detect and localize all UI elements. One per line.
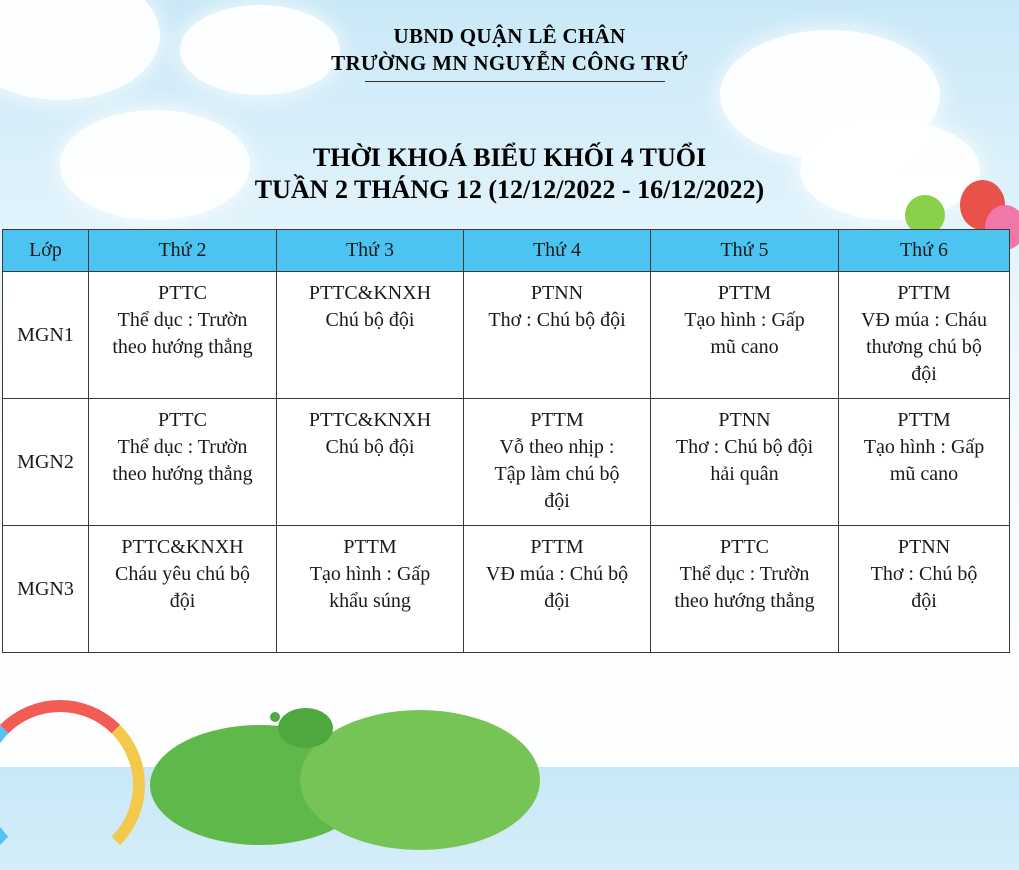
hill-green-center [300, 710, 540, 850]
activity-cell [651, 399, 839, 526]
activity-domain: PTTC [158, 409, 207, 431]
activity-cell [277, 526, 464, 653]
activity-domain: PTTC&KNXH [308, 409, 432, 431]
activity-domain: PTTM [897, 282, 951, 304]
activity-cell [464, 272, 651, 399]
class-name-cell: MGN2 [3, 399, 89, 526]
activity-line: Thể dục : Trườn [679, 563, 810, 585]
cloud-top-left [0, 0, 160, 100]
school-name: TRƯỜNG MN NGUYỄN CÔNG TRỨ [331, 51, 688, 75]
tree-icon [278, 708, 333, 748]
activity-line: theo hướng thẳng [112, 336, 253, 358]
activity-line: Thơ : Chú bộ đội [675, 436, 814, 458]
activity-line: theo hướng thẳng [674, 590, 815, 612]
activity-cell [277, 272, 464, 399]
activity-line: VĐ múa : Cháu [860, 309, 988, 331]
activity-line: thương chú bộ [866, 336, 982, 358]
table-row [3, 526, 1010, 653]
activity-line: Tập làm chú bộ [494, 463, 620, 485]
activity-line: đội [544, 490, 570, 512]
column-header-day: Thứ 5 [651, 230, 839, 272]
activity-domain: PTTC [720, 536, 769, 558]
activity-line: Thể dục : Trườn [117, 436, 248, 458]
timetable-header-row [3, 230, 1010, 272]
activity-cell [839, 399, 1010, 526]
cloud-top-center [180, 5, 340, 95]
activity-cell [464, 399, 651, 526]
activity-cell [651, 272, 839, 399]
activity-line: Thơ : Chú bộ đội [488, 309, 626, 331]
activity-domain: PTTM [717, 282, 772, 304]
activity-line: Chú bộ đội [325, 436, 415, 458]
column-header-day: Thứ 2 [89, 230, 277, 272]
column-header-day: Thứ 3 [277, 230, 464, 272]
activity-line: đội [911, 590, 937, 612]
activity-line: Thơ : Chú bộ [870, 563, 978, 585]
activity-cell [89, 272, 277, 399]
district-name: UBND QUẬN LÊ CHÂN [393, 24, 626, 48]
activity-domain: PTTM [530, 409, 584, 431]
activity-line: Vỗ theo nhịp : [499, 436, 615, 458]
activity-cell [839, 526, 1010, 653]
activity-domain: PTNN [530, 282, 584, 304]
activity-domain: PTNN [718, 409, 771, 431]
table-row [3, 272, 1010, 399]
activity-line: mũ cano [889, 463, 959, 485]
activity-domain: PTTM [897, 409, 951, 431]
timetable [2, 229, 1010, 653]
activity-domain: PTTC&KNXH [308, 282, 432, 304]
header-divider [365, 81, 665, 82]
activity-cell [277, 399, 464, 526]
activity-domain: PTTC&KNXH [121, 536, 244, 558]
activity-cell [89, 526, 277, 653]
activity-line: đội [911, 363, 937, 385]
page-title: THỜI KHOÁ BIỂU KHỐI 4 TUỔI [312, 143, 707, 172]
activity-cell [651, 526, 839, 653]
activity-cell [89, 399, 277, 526]
activity-line: Chú bộ đội [325, 309, 415, 331]
week-subtitle: TUẦN 2 THÁNG 12 (12/12/2022 - 16/12/2022) [254, 175, 765, 204]
activity-line: Tạo hình : Gấp [684, 309, 805, 331]
activity-domain: PTTC [158, 282, 207, 304]
activity-line: đội [169, 590, 196, 612]
class-name-cell: MGN1 [3, 272, 89, 399]
activity-line: hải quân [710, 463, 779, 485]
activity-domain: PTTM [343, 536, 397, 558]
activity-domain: PTNN [897, 536, 951, 558]
activity-line: Tạo hình : Gấp [863, 436, 985, 458]
rainbow-icon [0, 700, 145, 870]
activity-line: đội [544, 590, 570, 612]
activity-domain: PTTM [530, 536, 584, 558]
activity-line: mũ cano [710, 336, 779, 358]
activity-cell [464, 526, 651, 653]
activity-line: Thể dục : Trườn [117, 309, 248, 331]
column-header-day: Thứ 4 [464, 230, 651, 272]
activity-line: VĐ múa : Chú bộ [485, 563, 629, 585]
activity-cell [839, 272, 1010, 399]
dots-icon [270, 712, 280, 722]
activity-line: theo hướng thẳng [112, 463, 253, 485]
class-name-cell: MGN3 [3, 526, 89, 653]
table-row [3, 399, 1010, 526]
column-header-class: Lớp [3, 230, 89, 272]
column-header-day: Thứ 6 [839, 230, 1010, 272]
activity-line: khẩu súng [329, 590, 411, 612]
activity-line: Cháu yêu chú bộ [115, 563, 250, 585]
activity-line: Tạo hình : Gấp [309, 563, 431, 585]
